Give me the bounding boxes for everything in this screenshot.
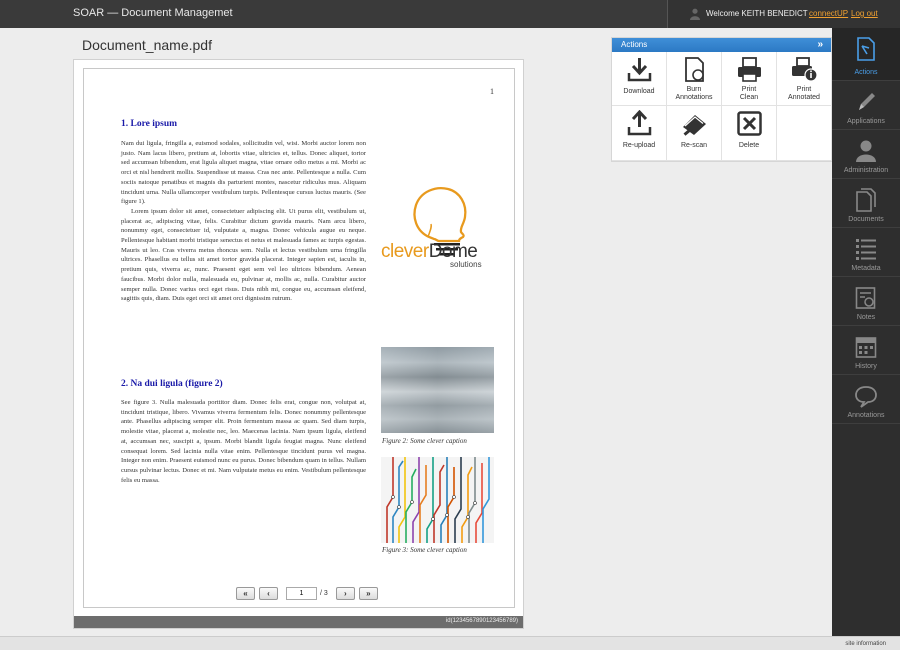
action-label: Download xyxy=(623,88,655,95)
colorful-lines-graphic xyxy=(381,457,494,543)
sidebar-item-notes[interactable] xyxy=(832,277,900,326)
site-information-link[interactable]: site information xyxy=(845,641,886,647)
documents-icon xyxy=(855,188,877,212)
previous-page-button[interactable]: ‹ xyxy=(259,587,278,600)
paragraph: See figure 3. Nulla malesuada porttitor diam. Donec felis erat, congue non, volutpat at, tincidunt tristique, libero. Vivamus viverra fermentum felis. Donec nonummy pellentesque ante. Phasellus adipiscing semper elit. Proin fermentum massa ac quam. Sed diam turpis, molestie vitae, placerat a, molestie nec, leo. Maecenas lacinia. Nam ipsum ligula, eleifend at, accumsan nec, suscipit a, ipsum. Morbi blandit ligula feugiat magna. Nunc eleifend consequat lorem. Sed lacinia nulla vitae enim. Pellentesque tincidunt purus vel magna. Integer non enim. Praesent euismod nunc eu purus. Donec bibendum quam in tellus. Nullam cursus pulvinar lectus. Donec et mi. Nam vulputate metus eu enim. Vestibulum pellentesque felis eu massa. xyxy=(121,399,366,484)
sidebar-label: Notes xyxy=(856,314,876,321)
next-page-button[interactable]: › xyxy=(336,587,355,600)
app-title: SOAR — Document Managemet xyxy=(73,7,233,19)
delete-icon xyxy=(736,110,763,137)
figure-2-caption: Figure 2: Some clever caption xyxy=(382,437,467,445)
metadata-list-icon xyxy=(855,237,877,261)
download-button[interactable] xyxy=(612,52,667,106)
scanner-icon xyxy=(681,110,708,137)
document-title: Document_name.pdf xyxy=(82,37,212,53)
paragraph: Lorem ipsum dolor sit amet, consectetuer adipiscing elit. Ut purus elit, vestibulum ut, placerat ac, adipiscing vitae, felis. Curabitur dictum gravida mauris. Nam arcu libero, nonummy eget, consectetuer id, vulputate a, magna. Donec vehicula augue eu neque. Pellentesque habitant morbi tristique senectus et netus et malesuada fames ac turpis egestas. Mauris ut leo. Cras viverra metus rhoncus sem. Nulla et lectus vestibulum urna fringilla ultrices. Phasellus eu tellus sit amet tortor gravida placerat. Integer sapien est, iaculis in, pretium quis, viverra ac, nunc. Praesent eget sem vel leo ultrices bibendum. Aenean faucibus. Morbi dolor nulla, malesuada eu, pulvinar at, mollis ac, nulla. Curabitur auctor semper nulla. Donec varius orci eget risus. Duis nibh mi, congue eu, accumsan eleifend, sagittis quis, diam. Duis eget orci sit amet orci dignissim rutrum. xyxy=(121,207,366,303)
document-viewer[interactable] xyxy=(73,59,524,629)
print-annotated-button[interactable] xyxy=(777,52,832,106)
viewer-footer xyxy=(74,616,523,628)
figure-3-image xyxy=(381,457,494,543)
delete-button[interactable] xyxy=(722,106,777,161)
pencil-icon xyxy=(855,90,877,114)
section-heading-1: 1. Lore ipsum xyxy=(121,119,178,129)
sidebar-label: Documents xyxy=(848,216,884,223)
notes-icon xyxy=(855,286,877,310)
document-id: id(1234567890123456789) xyxy=(445,618,518,624)
sidebar-item-documents[interactable] xyxy=(832,179,900,228)
logo-word-dome: Dome xyxy=(428,241,478,262)
pagination xyxy=(236,586,382,600)
document-page xyxy=(83,68,515,608)
print-annotated-icon xyxy=(791,56,818,83)
section-1-body xyxy=(121,139,366,304)
re-upload-button[interactable] xyxy=(612,106,667,161)
sidebar-item-history[interactable] xyxy=(832,326,900,375)
figure-3-caption: Figure 3: Some clever caption xyxy=(382,546,467,554)
printer-icon xyxy=(736,56,763,83)
sidebar-item-applications[interactable] xyxy=(832,81,900,130)
sidebar-item-metadata[interactable] xyxy=(832,228,900,277)
action-label: Burn Annotations xyxy=(675,86,713,101)
user-zone xyxy=(667,0,900,28)
action-label: Re-scan xyxy=(680,142,708,149)
sidebar-label: Metadata xyxy=(851,265,881,272)
top-bar xyxy=(0,0,900,28)
sidebar-label: Annotations xyxy=(847,412,885,419)
actions-panel-header xyxy=(612,38,831,52)
right-sidebar xyxy=(832,28,900,636)
user-icon xyxy=(690,8,700,20)
page-total: / 3 xyxy=(320,589,328,597)
sidebar-label: History xyxy=(855,363,877,370)
sidebar-label: Applications xyxy=(847,118,885,125)
action-label: Print Annotated xyxy=(788,86,820,101)
calendar-icon xyxy=(855,335,877,359)
action-label: Delete xyxy=(738,142,760,149)
burn-annotations-icon xyxy=(681,56,708,83)
section-2-body xyxy=(121,398,366,485)
connectup-link[interactable]: connectUP xyxy=(809,9,849,18)
bottom-bar xyxy=(0,636,900,650)
sidebar-item-annotations[interactable] xyxy=(832,375,900,424)
speech-bubble-icon xyxy=(855,384,877,408)
sidebar-item-administration[interactable] xyxy=(832,130,900,179)
page-number: 1 xyxy=(490,87,494,96)
action-label: Re-upload xyxy=(622,142,656,149)
re-scan-button[interactable] xyxy=(667,106,722,161)
logout-link[interactable]: Log out xyxy=(851,9,878,18)
sidebar-label: Actions xyxy=(854,69,878,76)
paragraph: Nam dui ligula, fringilla a, euismod sodales, sollicitudin vel, wisi. Morbi auctor lorem non justo. Nam lacus libero, pretium at, lobortis vitae, ultricies et, tellus. Donec aliquet, tortor sed accumsan bibendum, erat ligula aliquet magna, vitae ornare odio metus a mi. Morbi ac orci et nisl hendrerit mollis. Suspendisse ut massa. Cras nec ante. Pellentesque a nulla. Cum sociis natoque penatibus et magnis dis parturient montes, nascetur ridiculus mus. Aliquam tincidunt urna. Nulla ullamcorper vestibulum turpis. Pellentesque cursus luctus mauris. (See figure 1). xyxy=(121,140,366,206)
sidebar-label: Administration xyxy=(843,167,889,174)
figure-2-image xyxy=(381,347,494,433)
user-icon xyxy=(855,139,877,163)
sidebar-item-actions[interactable] xyxy=(832,28,900,81)
download-icon xyxy=(626,56,653,83)
logo-subtitle: solutions xyxy=(450,260,482,269)
actions-panel xyxy=(611,37,832,162)
first-page-button[interactable]: « xyxy=(236,587,255,600)
welcome-text: Welcome KEITH BENEDICT xyxy=(706,9,808,18)
collapse-panel-button[interactable]: » xyxy=(817,39,823,50)
last-page-button[interactable]: » xyxy=(359,587,378,600)
empty-cell xyxy=(777,106,832,161)
logo-word-clever: clever xyxy=(381,241,429,262)
page-number-input[interactable] xyxy=(286,587,317,600)
upload-icon xyxy=(626,110,653,137)
actions-icon xyxy=(855,37,877,61)
print-clean-button[interactable] xyxy=(722,52,777,106)
section-heading-2: 2. Na dui ligula (figure 2) xyxy=(121,379,223,389)
burn-annotations-button[interactable] xyxy=(667,52,722,106)
actions-panel-title: Actions xyxy=(621,40,648,49)
action-label: Print Clean xyxy=(739,86,759,101)
